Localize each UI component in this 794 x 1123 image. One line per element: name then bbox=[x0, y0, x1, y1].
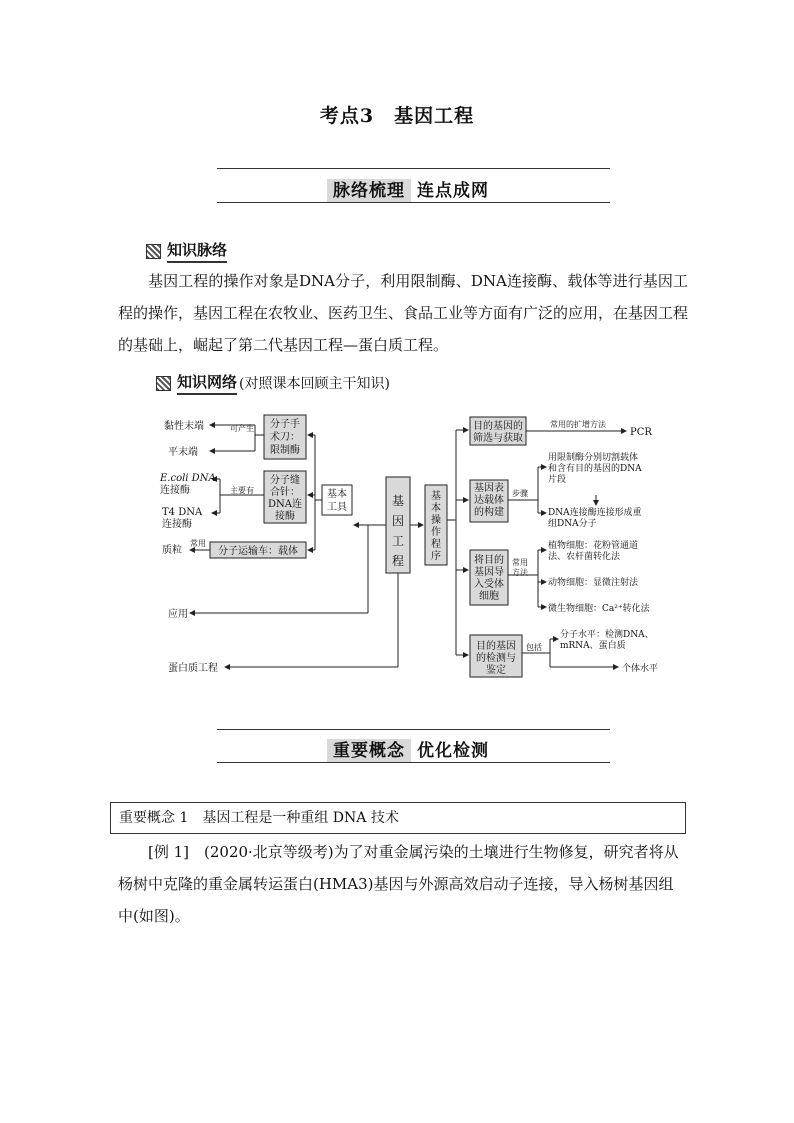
join-text-2: 组DNA分子 bbox=[548, 519, 597, 529]
steps-char-3: 操 bbox=[431, 515, 441, 526]
plasmid-label: 质粒 bbox=[162, 545, 182, 556]
step1-text-2: 筛选与获取 bbox=[473, 433, 523, 444]
knowledge-network-diagram bbox=[150, 405, 690, 685]
microbe-text: 微生物细胞：Ca²⁺转化法 bbox=[548, 604, 650, 614]
steps-char-6: 序 bbox=[431, 551, 441, 562]
cut-text-2: 和含有目的基因的DNA bbox=[548, 464, 642, 474]
step4-text-2: 的检测与 bbox=[476, 653, 516, 664]
molecular-text-1: 分子水平：检测DNA、 bbox=[560, 630, 654, 640]
step4-text-3: 鉴定 bbox=[486, 665, 506, 676]
diamond-icon bbox=[146, 244, 161, 259]
step3-text-3: 入受体 bbox=[474, 579, 504, 590]
individual-text: 个体水平 bbox=[622, 664, 659, 674]
methods-label-2: 方法 bbox=[512, 568, 528, 577]
molecular-text-2: mRNA、蛋白质 bbox=[560, 641, 626, 651]
vehicle-text: 分子运输车：载体 bbox=[218, 546, 298, 557]
scissors-text-3: 限制酶 bbox=[270, 445, 300, 456]
ecoli-label-2: 连接酶 bbox=[160, 485, 190, 496]
animal-text: 动物细胞：显微注射法 bbox=[548, 578, 639, 588]
sticky-end-label: 黏性末端 bbox=[164, 421, 204, 432]
section-knowledge-network bbox=[156, 371, 390, 395]
section-label: 知识脉络 bbox=[167, 239, 227, 263]
banner-highlight: 脉络梳理 bbox=[327, 179, 411, 203]
scissors-text-1: 分子手 bbox=[270, 419, 300, 430]
ligase-text-4: 接酶 bbox=[275, 511, 295, 522]
stepword-label: 步骤 bbox=[512, 489, 528, 498]
include-label: 包括 bbox=[526, 643, 542, 652]
mainly-label: 主要有 bbox=[230, 486, 254, 495]
page-title: 考点3 基因工程 bbox=[319, 105, 475, 127]
step3-text-1: 将目的 bbox=[474, 555, 504, 566]
diamond-icon bbox=[156, 376, 171, 391]
t4-label-2: 连接酶 bbox=[162, 519, 192, 530]
banner-top-line bbox=[217, 168, 610, 169]
ligase-text-1: 分子缝 bbox=[270, 475, 300, 486]
step3-text-4: 细胞 bbox=[479, 591, 499, 602]
steps-char-4: 作 bbox=[431, 527, 441, 538]
blunt-end-label: 平末端 bbox=[168, 447, 198, 458]
amplify-label: 常用的扩增方法 bbox=[550, 420, 606, 429]
common-label: 常用 bbox=[190, 539, 206, 548]
banner-text: 优化检测 bbox=[417, 741, 489, 761]
intro-paragraph: 基因工程的操作对象是DNA分子，利用限制酶、DNA连接酶、载体等进行基因工程的操作，基因工程在农牧业、医药卫生、食品工业等方面有广泛的应用，在基因工程的基础上，崛起了第二代基因工程—蛋白质工程。 bbox=[118, 272, 689, 354]
application-label: 应用 bbox=[168, 609, 188, 620]
step2-text-1: 基因表 bbox=[474, 483, 504, 494]
methods-label-1: 常用 bbox=[512, 558, 528, 567]
section-knowledge-context bbox=[146, 239, 227, 263]
section-banner-1 bbox=[327, 176, 489, 201]
step2-text-3: 的构建 bbox=[474, 507, 504, 518]
step3-text-2: 基因导 bbox=[474, 567, 504, 578]
plant-text-2: 法、农杆菌转化法 bbox=[548, 552, 621, 562]
banner2-bottom-line bbox=[217, 762, 610, 763]
step2-text-2: 达载体 bbox=[474, 495, 504, 506]
banner2-top-line bbox=[217, 729, 610, 730]
protein-eng-label: 蛋白质工程 bbox=[168, 663, 218, 674]
tools-text-1: 基本 bbox=[327, 489, 347, 500]
ligase-text-3: DNA连 bbox=[268, 499, 302, 510]
center-char-1: 基 bbox=[391, 494, 405, 508]
example-paragraph: [例 1] (2020·北京等级考)为了对重金属污染的土壤进行生物修复，研究者将从杨树中克隆的重金属转运蛋白(HMA3)基因与外源高效启动子连接，导入杨树基因组中(如图)。 bbox=[118, 843, 679, 925]
center-char-3: 工 bbox=[391, 534, 405, 548]
concept-box: 重要概念 1 基因工程是一种重组 DNA 技术 bbox=[110, 802, 686, 834]
ligase-text-2: 合针： bbox=[270, 487, 300, 498]
steps-char-2: 本 bbox=[431, 503, 441, 514]
cut-text-3: 片段 bbox=[548, 475, 567, 485]
banner-text: 连点成网 bbox=[417, 181, 489, 201]
produce-label: 可产生 bbox=[230, 424, 254, 433]
banner-bottom-line bbox=[217, 202, 610, 203]
section-note: (对照课本回顾主干知识) bbox=[239, 376, 390, 392]
steps-char-5: 程 bbox=[431, 539, 441, 550]
center-char-4: 程 bbox=[391, 554, 405, 568]
banner-highlight: 重要概念 bbox=[327, 739, 411, 763]
steps-char-1: 基 bbox=[431, 491, 441, 502]
center-char-2: 因 bbox=[391, 514, 405, 528]
ecoli-label-1: E.coli DNA bbox=[160, 473, 216, 484]
step1-text-1: 目的基因的 bbox=[473, 421, 523, 432]
t4-label-1: T4 DNA bbox=[162, 507, 203, 518]
plant-text-1: 植物细胞：花粉管通道 bbox=[548, 541, 639, 551]
pcr-label: PCR bbox=[630, 427, 652, 438]
section-banner-2 bbox=[327, 736, 489, 761]
join-text-1: DNA连接酶连接形成重 bbox=[548, 508, 642, 518]
section-label: 知识网络 bbox=[177, 371, 237, 395]
tools-text-2: 工具 bbox=[327, 502, 347, 513]
scissors-text-2: 术刀： bbox=[270, 432, 300, 443]
cut-text-1: 用限制酶分别切割载体 bbox=[548, 453, 639, 463]
step4-text-1: 目的基因 bbox=[476, 641, 516, 652]
